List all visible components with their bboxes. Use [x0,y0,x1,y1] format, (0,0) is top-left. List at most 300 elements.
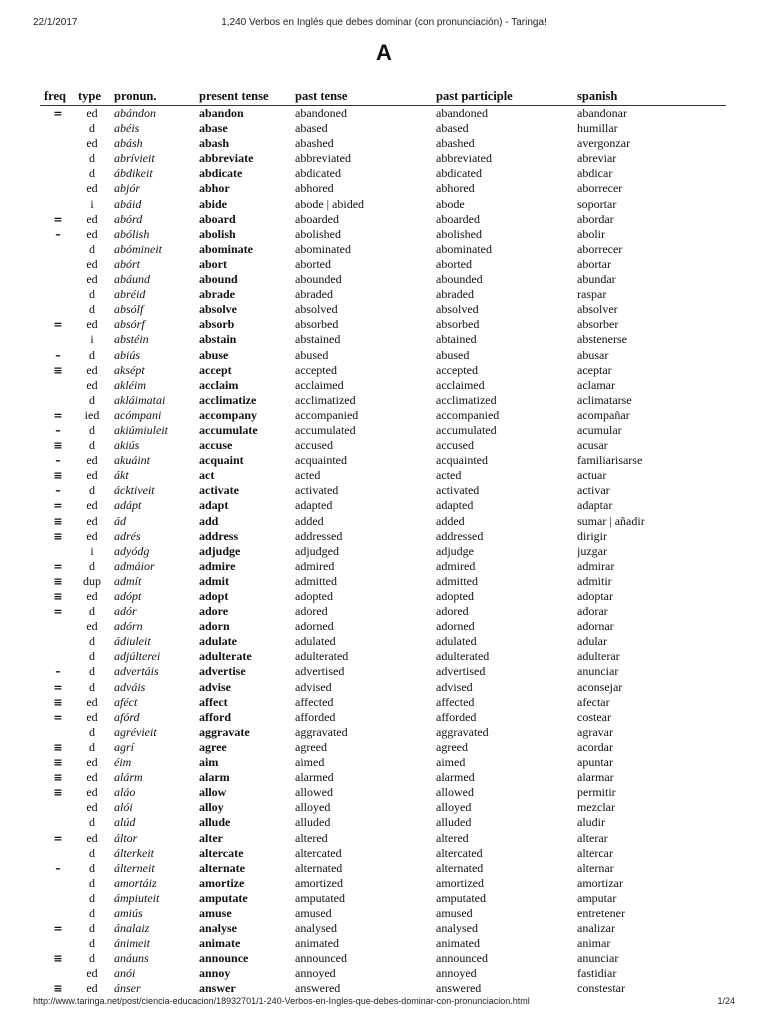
past-tense-cell: alluded [295,815,331,830]
pronunciation-cell: álterkeit [114,845,154,860]
pronunciation-cell: abrívieit [114,151,155,166]
spanish-cell: admirar [577,558,615,573]
type-cell: d [89,634,95,649]
present-tense-cell: allude [199,815,231,830]
present-tense-cell: admire [199,558,236,573]
table-row [40,695,726,710]
past-participle-cell: adjudge [436,543,474,558]
type-cell: d [89,422,95,437]
type-cell: ed [86,317,98,332]
past-participle-cell: abused [436,347,470,362]
freq-cell: – [55,484,61,498]
present-tense-cell: activate [199,483,239,498]
pronunciation-cell: alúd [114,815,136,830]
past-tense-cell: answered [295,981,341,996]
present-tense-cell: amortize [199,875,245,890]
past-participle-cell: accepted [436,362,478,377]
type-cell: ed [86,709,98,724]
table-row [40,725,726,740]
past-participle-cell: adored [436,604,469,619]
past-participle-cell: announced [436,951,488,966]
type-cell: dup [83,573,101,588]
past-participle-cell: affected [436,694,475,709]
present-tense-cell: affect [199,694,228,709]
past-tense-cell: abbreviated [295,151,351,166]
spanish-cell: afectar [577,694,610,709]
spanish-cell: familiarisarse [577,453,643,468]
freq-cell: = [53,922,63,936]
type-cell: ed [86,528,98,543]
past-tense-cell: aggravated [295,724,348,739]
table-row [40,302,726,317]
past-tense-cell: adulterated [295,649,349,664]
freq-cell: ≡ [53,771,63,785]
past-tense-cell: adopted [295,589,333,603]
type-cell: d [89,347,95,362]
spanish-cell: fastidiar [577,966,617,981]
type-cell: d [89,151,95,166]
pronunciation-cell: ádiuleit [114,634,151,649]
present-tense-cell: acquaint [199,453,244,468]
col-header-type: type [78,89,101,103]
pronunciation-cell: acómpani [114,407,162,422]
table-row [40,453,726,468]
table-row [40,181,726,196]
past-tense-cell: altered [295,830,328,845]
present-tense-cell: alarm [199,770,230,785]
present-tense-cell: alternate [199,860,245,875]
freq-cell: ≡ [53,514,63,528]
freq-cell: = [53,499,63,513]
spanish-cell: adornar [577,619,614,634]
table-row [40,604,726,619]
pronunciation-cell: abándon [114,106,156,120]
page-url: http://www.taringa.net/post/ciencia-educacion/18932701/1-240-Verbos-en-Ingles-que-debes-dominar-con-pronunciacion.html [33,996,530,1006]
present-tense-cell: adulterate [199,649,252,664]
table-row [40,906,726,921]
past-participle-cell: abandoned [436,106,488,120]
type-cell: d [89,166,95,181]
past-tense-cell: abode | abided [295,196,365,211]
present-tense-cell: announce [199,951,249,966]
type-cell: ed [86,453,98,468]
type-cell: ed [86,377,98,392]
present-tense-cell: abuse [199,347,229,362]
table-row [40,574,726,589]
spanish-cell: aceptar [577,362,612,377]
pronunciation-cell: amiús [114,905,143,920]
past-tense-cell: aboarded [295,211,339,226]
past-participle-cell: abbreviated [436,151,492,166]
past-participle-cell: accused [436,438,474,453]
past-participle-cell: acted [436,468,462,483]
past-participle-cell: alluded [436,815,472,830]
type-cell: d [89,860,95,875]
table-row [40,891,726,906]
pronunciation-cell: ád [114,513,126,528]
table-body [40,106,726,997]
pronunciation-cell: akléim [114,377,146,392]
type-cell: ed [86,256,98,271]
table-row [40,619,726,634]
present-tense-cell: abolish [199,226,236,241]
pronunciation-cell: akláimatai [114,392,166,407]
past-participle-cell: acquainted [436,453,488,468]
spanish-cell: analizar [577,921,615,936]
spanish-cell: acusar [577,438,608,453]
spanish-cell: anunciar [577,951,619,966]
pronunciation-cell: ákt [114,468,129,483]
past-participle-cell: abominated [436,241,492,256]
table-row [40,317,726,332]
freq-cell: ≡ [53,439,63,453]
type-cell: ed [86,981,98,996]
present-tense-cell: abash [199,136,230,151]
verb-table [40,87,726,997]
past-tense-cell: accused [295,438,333,453]
section-letter: A [376,40,392,65]
spanish-cell: activar [577,483,610,498]
past-participle-cell: annoyed [436,966,477,981]
table-row [40,861,726,876]
spanish-cell: anunciar [577,664,619,679]
spanish-cell: abandonar [577,106,627,120]
table-row [40,589,726,604]
freq-cell: ≡ [53,740,63,754]
table-row [40,649,726,664]
type-cell: ed [86,211,98,226]
spanish-cell: avergonzar [577,136,631,151]
spanish-cell: absorber [577,317,619,332]
present-tense-cell: aim [199,755,219,770]
present-tense-cell: absorb [199,317,235,332]
present-tense-cell: adjudge [199,543,241,558]
present-tense-cell: agree [199,739,227,754]
type-cell: ed [86,755,98,770]
spanish-cell: permitir [577,785,616,800]
past-participle-cell: amortized [436,875,484,890]
present-tense-cell: alloy [199,800,224,815]
past-tense-cell: adapted [295,498,333,513]
pronunciation-cell: ánimeit [114,936,150,951]
table-row [40,664,726,679]
past-participle-cell: alternated [436,860,484,875]
table-row [40,559,726,574]
table-row [40,468,726,483]
past-tense-cell: accumulated [295,422,356,437]
table-row [40,710,726,725]
spanish-cell: acumular [577,422,622,437]
present-tense-cell: abrade [199,287,235,302]
freq-cell: ≡ [53,469,63,483]
pronunciation-cell: abórt [114,256,141,271]
past-tense-cell: advertised [295,664,345,679]
table-row [40,936,726,951]
past-tense-cell: acquainted [295,453,347,468]
pronunciation-cell: agrévieit [114,724,157,739]
pronunciation-cell: absólf [114,302,144,317]
table-row [40,680,726,695]
present-tense-cell: add [199,513,219,528]
type-cell: ed [86,468,98,483]
past-tense-cell: annoyed [295,966,336,981]
spanish-cell: altercar [577,845,613,860]
spanish-cell: aludir [577,815,605,830]
past-tense-cell: accompanied [295,407,359,422]
present-tense-cell: abort [199,256,227,271]
past-participle-cell: acclaimed [436,377,485,392]
spanish-cell: aborrecer [577,181,623,196]
table-row [40,483,726,498]
type-cell: ed [86,830,98,845]
type-cell: d [89,905,95,920]
past-tense-cell: adulated [295,634,336,649]
spanish-cell: abolir [577,226,605,241]
table-row [40,106,726,121]
past-tense-cell: abashed [295,136,334,151]
present-tense-cell: animate [199,936,241,951]
table-row [40,740,726,755]
past-tense-cell: altercated [295,845,342,860]
type-cell: ed [86,785,98,800]
pronunciation-cell: abáid [114,196,142,211]
type-cell: d [89,483,95,498]
type-cell: d [89,815,95,830]
pronunciation-cell: adrés [114,528,141,543]
past-participle-cell: aggravated [436,724,489,739]
past-tense-cell: abominated [295,241,351,256]
spanish-cell: adaptar [577,498,613,513]
past-tense-cell: absorbed [295,317,339,332]
table-row [40,257,726,272]
past-participle-cell: abode [436,196,465,211]
past-participle-cell: animated [436,936,480,951]
spanish-cell: abordar [577,211,614,226]
past-tense-cell: addressed [295,528,343,543]
past-tense-cell: alloyed [295,800,331,815]
present-tense-cell: answer [199,981,236,996]
spanish-cell: raspar [577,287,607,302]
type-cell: d [89,845,95,860]
spanish-cell: amortizar [577,875,623,890]
past-participle-cell: aborted [436,256,472,271]
freq-cell: = [53,107,63,120]
pronunciation-cell: akiúmiuleit [114,422,168,437]
type-cell: d [89,302,95,317]
type-cell: d [89,287,95,302]
freq-cell: = [53,212,63,226]
spanish-cell: sumar | añadir [577,513,645,528]
present-tense-cell: accept [199,362,232,377]
type-cell: ed [86,800,98,815]
spanish-cell: adoptar [577,589,613,603]
table-row [40,408,726,423]
type-cell: d [89,875,95,890]
type-cell: d [89,649,95,664]
past-tense-cell: acclimatized [295,392,356,407]
table-row [40,121,726,136]
past-tense-cell: aimed [295,755,325,770]
past-participle-cell: adapted [436,498,474,513]
pronunciation-cell: anói [114,966,136,981]
table-row [40,770,726,785]
type-cell: ed [86,136,98,151]
spanish-cell: alarmar [577,770,614,785]
past-tense-cell: adorned [295,619,334,634]
pronunciation-cell: abáund [114,272,150,287]
past-participle-cell: absorbed [436,317,480,332]
past-participle-cell: alarmed [436,770,475,785]
past-tense-cell: admitted [295,573,337,588]
spanish-cell: aborrecer [577,241,623,256]
pronunciation-cell: admáior [114,558,155,573]
pronunciation-cell: aláo [114,785,136,800]
col-header-past: past tense [295,89,348,103]
present-tense-cell: annoy [199,966,231,981]
past-tense-cell: abandoned [295,106,347,120]
past-participle-cell: activated [436,483,480,498]
freq-cell: = [53,318,63,332]
spanish-cell: acordar [577,739,613,754]
spanish-cell: aconsejar [577,679,623,694]
pronunciation-cell: adópt [114,589,142,603]
present-tense-cell: act [199,468,215,483]
past-participle-cell: altered [436,830,469,845]
pronunciation-cell: ácktiveit [114,483,155,498]
type-cell: d [89,921,95,936]
pronunciation-cell: alárm [114,770,143,785]
past-tense-cell: allowed [295,785,333,800]
table-row [40,136,726,151]
present-tense-cell: abstain [199,332,237,347]
type-cell: ed [86,694,98,709]
pronunciation-cell: abólish [114,226,150,241]
table-row [40,363,726,378]
pronunciation-cell: admít [114,573,142,588]
present-tense-cell: accumulate [199,422,258,437]
spanish-cell: costear [577,709,611,724]
present-tense-cell: aggravate [199,724,250,739]
past-tense-cell: acted [295,468,321,483]
pronunciation-cell: advertáis [114,664,159,679]
page-footer [0,996,768,1010]
spanish-cell: apuntar [577,755,613,770]
past-tense-cell: announced [295,951,347,966]
past-participle-cell: analysed [436,921,478,936]
spanish-cell: abortar [577,256,611,271]
past-tense-cell: abraded [295,287,333,302]
spanish-cell: juzgar [577,543,607,558]
present-tense-cell: accuse [199,438,233,453]
present-tense-cell: absolve [199,302,238,317]
type-cell: ed [86,106,98,120]
freq-cell: – [55,665,61,679]
table-row [40,846,726,861]
type-cell: d [89,739,95,754]
past-tense-cell: affected [295,694,334,709]
present-tense-cell: abandon [199,106,244,120]
type-cell: i [90,196,94,211]
pronunciation-cell: ábdikeit [114,166,153,181]
present-tense-cell: aboard [199,211,236,226]
type-cell: ed [86,498,98,513]
spanish-cell: abundar [577,272,616,287]
pronunciation-cell: adórn [114,619,143,634]
present-tense-cell: acclaim [199,377,239,392]
pronunciation-cell: anáuns [114,951,149,966]
pronunciation-cell: afórd [114,709,140,724]
pronunciation-cell: áltor [114,830,138,845]
past-participle-cell: abolished [436,226,482,241]
freq-cell: ≡ [53,695,63,709]
present-tense-cell: altercate [199,845,244,860]
print-date: 22/1/2017 [33,17,78,28]
spanish-cell: alternar [577,860,614,875]
spanish-cell: soportar [577,196,617,211]
past-tense-cell: abounded [295,272,342,287]
type-cell: d [89,679,95,694]
present-tense-cell: alter [199,830,223,845]
page-number: 1/24 [717,996,735,1006]
pronunciation-cell: adór [114,604,137,619]
col-header-spanish: spanish [577,89,618,103]
pronunciation-cell: álterneit [114,860,155,875]
past-tense-cell: abstained [295,332,341,347]
type-cell: ed [86,589,98,603]
table-row [40,212,726,227]
pronunciation-cell: amortáiz [114,875,157,890]
type-cell: d [89,121,95,136]
present-tense-cell: address [199,528,239,543]
past-participle-cell: answered [436,981,482,996]
present-tense-cell: abase [199,121,228,136]
past-tense-cell: alternated [295,860,343,875]
spanish-cell: abstenerse [577,332,627,347]
freq-cell: = [53,710,63,724]
type-cell: ed [86,181,98,196]
present-tense-cell: advertise [199,664,246,679]
table-row [40,378,726,393]
freq-cell: – [55,423,61,437]
table-row [40,966,726,981]
past-participle-cell: accompanied [436,407,500,422]
past-participle-cell: abdicated [436,166,482,181]
past-participle-cell: abraded [436,287,474,302]
pronunciation-cell: alói [114,800,133,815]
past-tense-cell: abhored [295,181,334,196]
table-row [40,815,726,830]
freq-cell: ≡ [53,574,63,588]
spanish-cell: dirigir [577,528,607,543]
spanish-cell: humillar [577,121,618,136]
table-row [40,544,726,559]
freq-cell: ≡ [53,982,63,996]
table-row [40,529,726,544]
table-row [40,242,726,257]
table-row [40,951,726,966]
type-cell: d [89,558,95,573]
pronunciation-cell: absórf [114,317,145,332]
type-cell: i [90,332,94,347]
spanish-cell: alterar [577,830,608,845]
spanish-cell: constestar [577,981,625,996]
table-row [40,166,726,181]
pronunciation-cell: ánalaiz [114,921,150,936]
table-header [40,87,726,106]
present-tense-cell: abdicate [199,166,243,181]
col-header-participle: past participle [436,89,513,103]
table-row [40,151,726,166]
